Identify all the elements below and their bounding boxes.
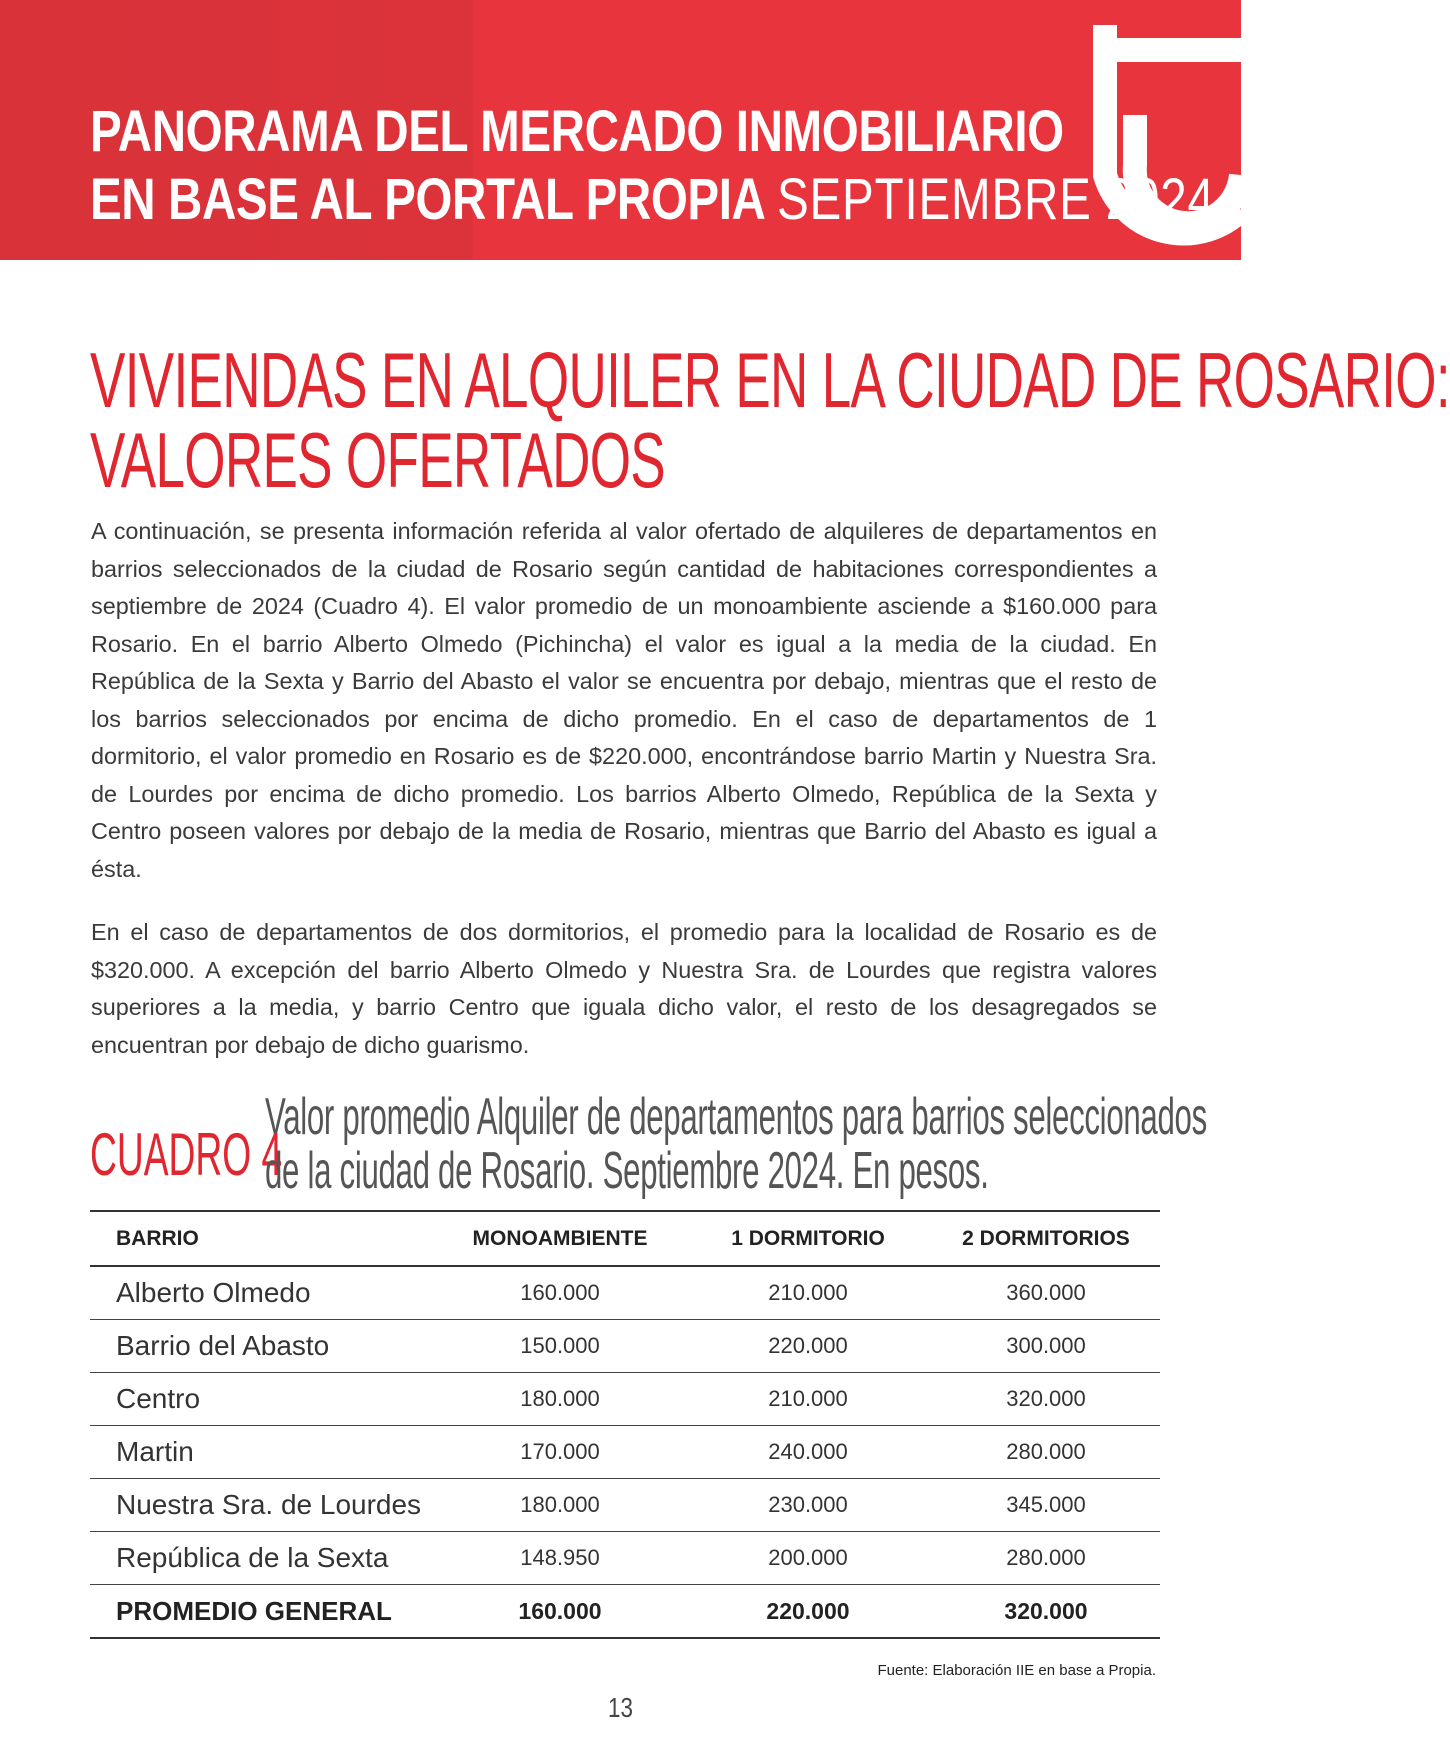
section-title-line1: VIVIENDAS EN ALQUILER EN LA CIUDAD DE ROSARIO: (90, 336, 1450, 424)
row-2-dormitorios: 300.000 (932, 1320, 1160, 1373)
table-row (90, 1266, 1160, 1320)
total-label: PROMEDIO GENERAL (90, 1585, 436, 1639)
row-1-dormitorio: 230.000 (684, 1479, 932, 1532)
table-caption-line2: de la ciudad de Rosario. Septiembre 2024. En pesos. (265, 1142, 989, 1200)
row-monoambiente: 170.000 (436, 1426, 684, 1479)
row-barrio: Martin (90, 1426, 436, 1479)
column-header-2-dormitorios: 2 DORMITORIOS (932, 1211, 1160, 1266)
brand-logo-icon (1093, 25, 1241, 245)
table-row (90, 1320, 1160, 1373)
row-1-dormitorio: 220.000 (684, 1320, 932, 1373)
column-header-barrio: BARRIO (90, 1211, 436, 1266)
table-row (90, 1532, 1160, 1585)
total-1-dormitorio: 220.000 (684, 1585, 932, 1639)
rent-values-table (90, 1210, 1160, 1639)
row-1-dormitorio: 200.000 (684, 1532, 932, 1585)
total-monoambiente: 160.000 (436, 1585, 684, 1639)
row-2-dormitorios: 360.000 (932, 1266, 1160, 1320)
row-barrio: Nuestra Sra. de Lourdes (90, 1479, 436, 1532)
paragraph-2: En el caso de departamentos de dos dormitorios, el promedio para la localidad de Rosario es de $320.000. A excepción del barrio Alberto Olmedo y Nuestra Sra. de Lourdes que registra valores superiores a la media, y barrio Centro que iguala dicho valor, el resto de los desagregados se encuentran por debajo de dicho guarismo. (91, 919, 1157, 1058)
header-banner (0, 0, 1241, 260)
row-barrio: República de la Sexta (90, 1532, 436, 1585)
row-monoambiente: 148.950 (436, 1532, 684, 1585)
report-title (90, 98, 1215, 234)
row-2-dormitorios: 345.000 (932, 1479, 1160, 1532)
table-source: Fuente: Elaboración IIE en base a Propia. (877, 1662, 1156, 1679)
row-barrio: Alberto Olmedo (90, 1266, 436, 1320)
total-2-dormitorios: 320.000 (932, 1585, 1160, 1639)
row-monoambiente: 180.000 (436, 1479, 684, 1532)
row-monoambiente: 160.000 (436, 1266, 684, 1320)
report-date: SEPTIEMBRE 2024 (776, 167, 1215, 232)
row-2-dormitorios: 280.000 (932, 1426, 1160, 1479)
row-barrio: Barrio del Abasto (90, 1320, 436, 1373)
row-2-dormitorios: 320.000 (932, 1373, 1160, 1426)
report-title-line2: EN BASE AL PORTAL PROPIA (90, 167, 766, 232)
table-row (90, 1373, 1160, 1426)
report-title-line1: PANORAMA DEL MERCADO INMOBILIARIO (90, 99, 1064, 164)
row-2-dormitorios: 280.000 (932, 1532, 1160, 1585)
row-monoambiente: 150.000 (436, 1320, 684, 1373)
table-row (90, 1426, 1160, 1479)
table-header-row (90, 1211, 1160, 1266)
row-monoambiente: 180.000 (436, 1373, 684, 1426)
section-title-line2: VALORES OFERTADOS (90, 416, 665, 504)
row-1-dormitorio: 210.000 (684, 1266, 932, 1320)
table-row (90, 1479, 1160, 1532)
paragraph-1: A continuación, se presenta información referida al valor ofertado de alquileres de departamentos en barrios seleccionados de la ciudad de Rosario según cantidad de habitaciones correspondientes a septiembre de 2024 (Cuadro 4). El valor promedio de un monoambiente asciende a $160.000 para Rosario. En el barrio Alberto Olmedo (Pichincha) el valor es igual a la media de la ciudad. En República de la Sexta y Barrio del Abasto el valor se encuentra por debajo, mientras que el resto de los barrios seleccionados por encima de dicho promedio. En el caso de departamentos de 1 dormitorio, el valor promedio en Rosario es de $220.000, encontrándose barrio Martin y Nuestra Sra. de Lourdes por encima de dicho promedio. Los barrios Alberto Olmedo, República de la Sexta y Centro poseen valores por debajo de la media de Rosario, mientras que Barrio del Abasto es igual a ésta. (91, 518, 1157, 882)
table-label: CUADRO 4 (90, 1121, 283, 1188)
table-total-row (90, 1585, 1160, 1639)
table-caption (265, 1090, 1207, 1198)
row-barrio: Centro (90, 1373, 436, 1426)
page-number: 13 (608, 1692, 633, 1723)
section-title (90, 336, 1450, 504)
row-1-dormitorio: 240.000 (684, 1426, 932, 1479)
table-caption-line1: Valor promedio Alquiler de departamentos para barrios seleccionados (265, 1088, 1207, 1146)
column-header-1-dormitorio: 1 DORMITORIO (684, 1211, 932, 1266)
column-header-monoambiente: MONOAMBIENTE (436, 1211, 684, 1266)
row-1-dormitorio: 210.000 (684, 1373, 932, 1426)
